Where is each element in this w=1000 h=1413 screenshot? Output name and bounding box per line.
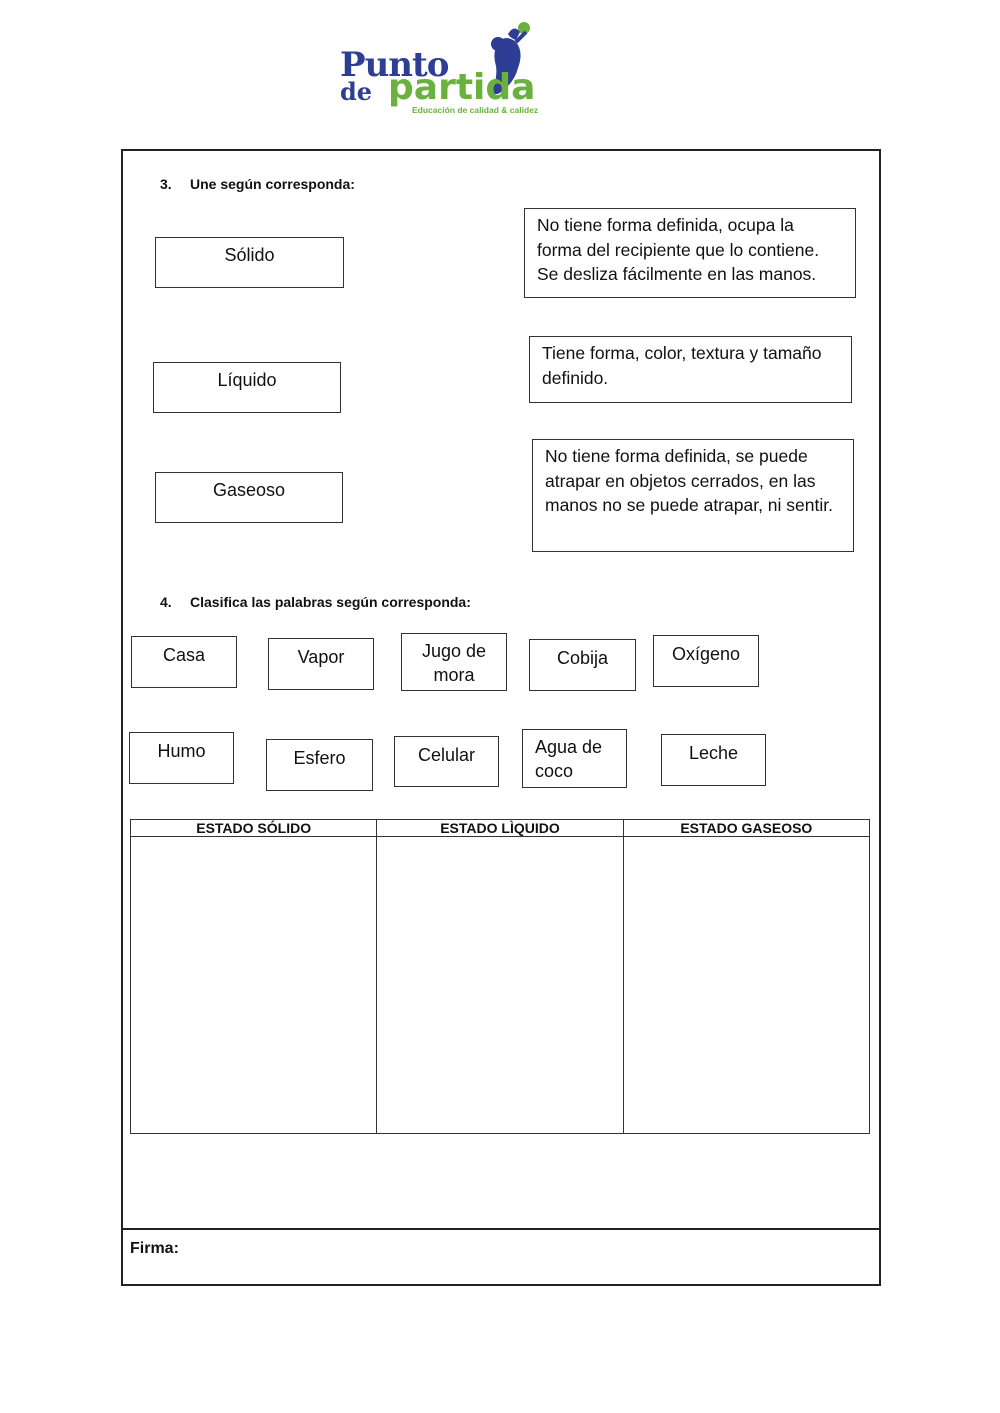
logo: [340, 20, 590, 120]
word-card-humo[interactable]: Humo: [129, 732, 234, 784]
state-box-gaseoso[interactable]: Gaseoso: [155, 472, 343, 523]
word-card-leche[interactable]: Leche: [661, 734, 766, 786]
question-4-title: [160, 594, 471, 610]
word-card-vapor[interactable]: Vapor: [268, 638, 374, 690]
word-card-esfero[interactable]: Esfero: [266, 739, 373, 791]
question-3-number: 3.: [160, 176, 172, 192]
question-3-title: [160, 176, 355, 192]
drop-zone-solido[interactable]: [131, 837, 377, 1134]
word-card-agua-de-coco[interactable]: Agua de coco: [522, 729, 627, 788]
description-box-1[interactable]: No tiene forma definida, ocupa la forma del recipiente que lo contiene. Se desliza fácilmente en las manos.: [524, 208, 856, 298]
header-estado-gaseoso: ESTADO GASEOSO: [623, 820, 869, 837]
word-card-oxigeno[interactable]: Oxígeno: [653, 635, 759, 687]
logo-tagline: Educación de calidad & calidez: [412, 105, 539, 115]
classification-table: [130, 819, 870, 1134]
state-box-solido[interactable]: Sólido: [155, 237, 344, 288]
description-box-2[interactable]: Tiene forma, color, textura y tamaño definido.: [529, 336, 852, 403]
firma-divider: [121, 1228, 879, 1230]
word-card-casa[interactable]: Casa: [131, 636, 237, 688]
description-box-3[interactable]: No tiene forma definida, se puede atrapar en objetos cerrados, en las manos no se puede atrapar, ni sentir.: [532, 439, 854, 552]
header-estado-liquido: ESTADO LÌQUIDO: [377, 820, 623, 837]
word-card-jugo-de-mora[interactable]: Jugo de mora: [401, 633, 507, 691]
drop-zone-gaseoso[interactable]: [623, 837, 869, 1134]
word-card-celular[interactable]: Celular: [394, 736, 499, 787]
question-3-text: Une según corresponda:: [190, 176, 355, 192]
drop-zone-liquido[interactable]: [377, 837, 623, 1134]
word-card-cobija[interactable]: Cobija: [529, 639, 636, 691]
logo-text-partida: partida: [388, 67, 536, 108]
question-4-text: Clasifica las palabras según corresponda:: [190, 594, 471, 610]
logo-text-punto: Punto: [340, 45, 449, 85]
state-box-liquido[interactable]: Líquido: [153, 362, 341, 413]
question-4-number: 4.: [160, 594, 172, 610]
header-estado-solido: ESTADO SÓLIDO: [131, 820, 377, 837]
logo-text-de: de: [340, 77, 373, 106]
firma-label: Firma:: [130, 1240, 179, 1257]
